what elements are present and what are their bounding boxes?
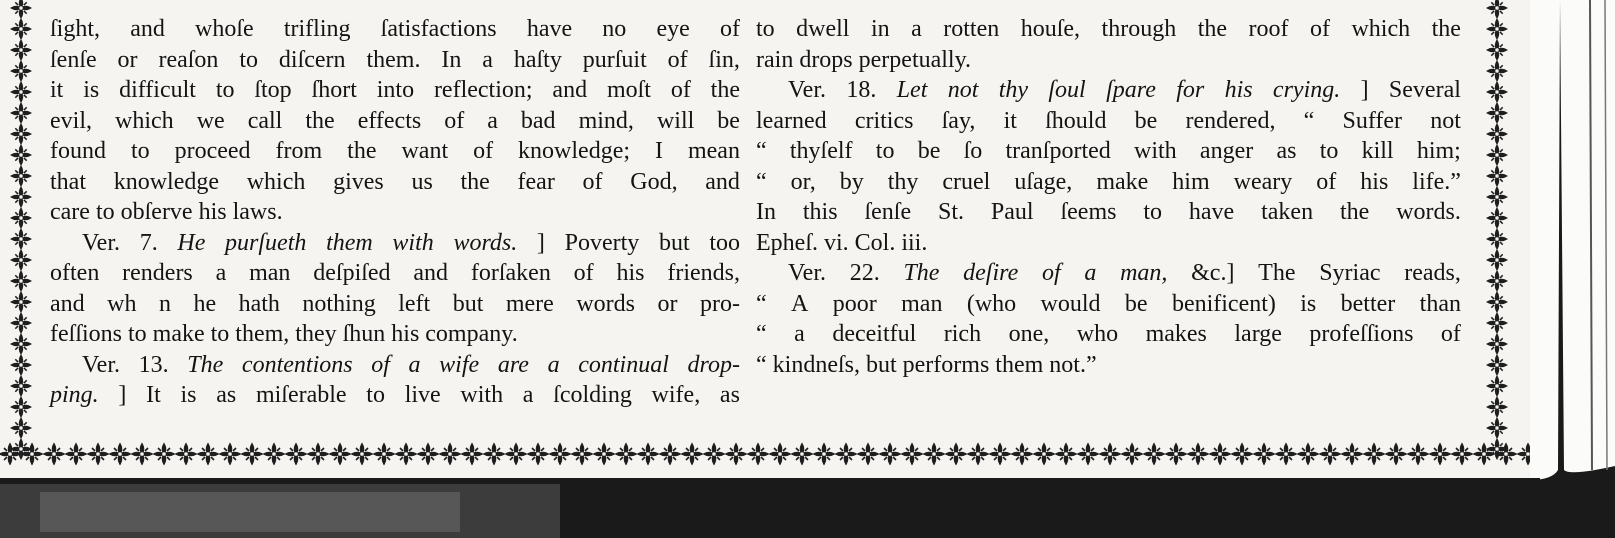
fleuron-ornament: [924, 444, 944, 464]
fleuron-ornament: [726, 444, 746, 464]
fleuron-ornament: [12, 20, 31, 39]
fleuron-ornament: [1518, 444, 1530, 464]
text-line: “ A poor man (who would be benificent) is better than: [756, 290, 1461, 317]
fleuron-ornament: [506, 444, 526, 464]
fleuron-ornament: [1386, 444, 1406, 464]
text-line: “ a deceitful rich one, who makes large profeſſions of: [756, 321, 1461, 347]
fleuron-ornament: [12, 419, 31, 438]
fleuron-ornament: [1488, 230, 1507, 249]
text-run: “ kindneſs, but performs them not.”: [756, 351, 1097, 378]
text-line: learned critics ſay, it ſhould be rendered, “ Suffer not: [756, 107, 1461, 134]
fleuron-ornament: [1232, 444, 1252, 464]
fleuron-ornament: [1100, 444, 1120, 464]
fleuron-ornament: [12, 83, 31, 102]
fleuron-ornament: [1488, 62, 1507, 81]
text-line: and wh n he hath nothing left but mere words or pro-: [50, 290, 740, 317]
text-line: to dwell in a rotten houſe, through the roof of which the: [756, 16, 1461, 42]
fleuron-ornament: [220, 444, 240, 464]
fleuron-ornament: [1166, 444, 1186, 464]
text-line: ſight, and whoſe trifling ſatisfactions have no eye of: [50, 16, 740, 42]
fleuron-ornament: [638, 444, 658, 464]
fleuron-ornament: [990, 444, 1010, 464]
fleuron-ornament: [418, 444, 438, 464]
fleuron-ornament: [484, 444, 504, 464]
fleuron-ornament: [814, 444, 834, 464]
fleuron-ornament: [12, 377, 31, 396]
fleuron-ornament: [836, 444, 856, 464]
fleuron-ornament: [198, 444, 218, 464]
fleuron-ornament: [12, 293, 31, 312]
text-line: evil, which we call the effects of a bad mind, will be: [50, 107, 740, 134]
fleuron-ornament: [1188, 444, 1208, 464]
fleuron-ornament: [660, 444, 680, 464]
fleuron-ornament: [1430, 444, 1450, 464]
fleuron-ornament: [682, 444, 702, 464]
fleuron-ornament: [1488, 0, 1507, 17]
text-line: [756, 228, 1461, 259]
text-run: rain drops perpetually.: [756, 46, 972, 73]
fleuron-ornament: [1488, 398, 1507, 417]
fleuron-ornament: [1034, 444, 1054, 464]
text-line: it is difficult to ſtop ſhort into reflection; and moſt of the: [50, 77, 740, 103]
fleuron-ornament: [12, 398, 31, 417]
fleuron-ornament: [462, 444, 482, 464]
fleuron-ornament: [1298, 444, 1318, 464]
fleuron-ornament: [1408, 444, 1428, 464]
text-line: Ver. 18. Let not thy ſoul ſpare for his crying. ] Several: [788, 77, 1461, 103]
text-line: [756, 350, 1461, 381]
fleuron-ornament: [12, 188, 31, 207]
fleuron-ornament: [1488, 146, 1507, 165]
text-line: that knowledge which gives us the fear of God, and: [50, 168, 740, 195]
fleuron-ornament: [1474, 444, 1494, 464]
fleuron-ornament: [1488, 251, 1507, 270]
fleuron-ornament: [1488, 125, 1507, 144]
text-line: Ver. 7. He purſueth them with words. ] Poverty but too: [82, 229, 740, 256]
fleuron-ornament: [1488, 314, 1507, 333]
fleuron-ornament: [528, 444, 548, 464]
fleuron-ornament: [12, 62, 31, 81]
fleuron-ornament: [12, 0, 31, 17]
fleuron-ornament: [12, 41, 31, 60]
bottom-fleuron-border: [0, 440, 1530, 468]
fleuron-ornament: [0, 444, 20, 464]
right-text-column: [756, 14, 1461, 380]
fleuron-ornament: [1144, 444, 1164, 464]
fleuron-ornament: [132, 444, 152, 464]
fleuron-ornament: [12, 356, 31, 375]
fleuron-ornament: [12, 104, 31, 123]
fleuron-ornament: [154, 444, 174, 464]
fleuron-ornament: [792, 444, 812, 464]
book-binding-edge: [1530, 0, 1615, 538]
fleuron-ornament: [242, 444, 262, 464]
fleuron-ornament: [374, 444, 394, 464]
fleuron-ornament: [1210, 444, 1230, 464]
text-run: care to obſerve his laws.: [50, 199, 283, 225]
fleuron-ornament: [1488, 272, 1507, 291]
fleuron-ornament: [1122, 444, 1142, 464]
fleuron-ornament: [1012, 444, 1032, 464]
fleuron-ornament: [12, 251, 31, 270]
scanner-shadow-strip: [0, 478, 1540, 538]
fleuron-ornament: [704, 444, 724, 464]
fleuron-ornament: [1488, 104, 1507, 123]
fleuron-ornament: [176, 444, 196, 464]
fleuron-ornament: [330, 444, 350, 464]
fleuron-ornament: [1488, 83, 1507, 102]
left-fleuron-border: [2, 0, 42, 462]
fleuron-ornament: [1488, 335, 1507, 354]
fleuron-ornament: [12, 146, 31, 165]
text-line: often renders a man deſpiſed and forſaken of his friends,: [50, 260, 740, 286]
fleuron-ornament: [1488, 293, 1507, 312]
fleuron-ornament: [1364, 444, 1384, 464]
fleuron-ornament: [12, 230, 31, 249]
fleuron-ornament: [1488, 377, 1507, 396]
text-line: Ver. 13. The contentions of a wife are a continual drop-: [82, 351, 740, 378]
fleuron-ornament: [858, 444, 878, 464]
fleuron-ornament: [770, 444, 790, 464]
fleuron-ornament: [440, 444, 460, 464]
fleuron-ornament: [12, 335, 31, 354]
fleuron-ornament: [12, 272, 31, 291]
fleuron-ornament: [308, 444, 328, 464]
text-line: [50, 319, 740, 350]
fleuron-ornament: [110, 444, 130, 464]
fleuron-ornament: [594, 444, 614, 464]
text-line: “ thyſelf to be ſo tranſported with anger as to kill him;: [756, 138, 1461, 164]
fleuron-ornament: [946, 444, 966, 464]
fleuron-ornament: [88, 444, 108, 464]
fleuron-ornament: [66, 444, 86, 464]
fleuron-ornament: [396, 444, 416, 464]
fleuron-ornament: [1488, 356, 1507, 375]
text-run: feſſions to make to them, they ſhun his company.: [50, 321, 518, 347]
fleuron-ornament: [1488, 167, 1507, 186]
text-line: In this ſenſe St. Paul ſeems to have taken the words.: [756, 199, 1461, 225]
fleuron-ornament: [1276, 444, 1296, 464]
fleuron-ornament: [1488, 188, 1507, 207]
fleuron-ornament: [264, 444, 284, 464]
fleuron-ornament: [1496, 444, 1516, 464]
text-line: [50, 197, 740, 228]
fleuron-ornament: [1056, 444, 1076, 464]
fleuron-ornament: [1488, 41, 1507, 60]
fleuron-ornament: [12, 125, 31, 144]
fleuron-ornament: [12, 209, 31, 228]
fleuron-ornament: [44, 444, 64, 464]
fleuron-ornament: [286, 444, 306, 464]
text-line: ping. ] It is as miſerable to live with a ſcolding wife, as: [50, 382, 740, 408]
fleuron-ornament: [1452, 444, 1472, 464]
fleuron-ornament: [616, 444, 636, 464]
fleuron-ornament: [902, 444, 922, 464]
fleuron-ornament: [1320, 444, 1340, 464]
fleuron-ornament: [12, 167, 31, 186]
fleuron-ornament: [1078, 444, 1098, 464]
text-line: [756, 45, 1461, 76]
text-line: ſenſe or reaſon to diſcern them. In a haſty purſuit of ſin,: [50, 46, 740, 73]
right-fleuron-border: [1478, 0, 1518, 462]
fleuron-ornament: [968, 444, 988, 464]
text-line: found to proceed from the want of knowledge; I mean: [50, 138, 740, 164]
fleuron-ornament: [550, 444, 570, 464]
fleuron-ornament: [1488, 419, 1507, 438]
text-line: “ or, by thy cruel uſage, make him weary of his life.”: [756, 168, 1461, 195]
fleuron-ornament: [1342, 444, 1362, 464]
fleuron-ornament: [748, 444, 768, 464]
fleuron-ornament: [1254, 444, 1274, 464]
text-run: Epheſ. vi. Col. iii.: [756, 229, 928, 256]
text-line: Ver. 22. The deſire of a man, &c.] The Syriac reads,: [788, 260, 1461, 286]
fleuron-ornament: [352, 444, 372, 464]
fleuron-ornament: [880, 444, 900, 464]
fleuron-ornament: [572, 444, 592, 464]
left-text-column: [50, 14, 740, 411]
fleuron-ornament: [1488, 209, 1507, 228]
fleuron-ornament: [22, 444, 42, 464]
fleuron-ornament: [1488, 20, 1507, 39]
fleuron-ornament: [12, 314, 31, 333]
